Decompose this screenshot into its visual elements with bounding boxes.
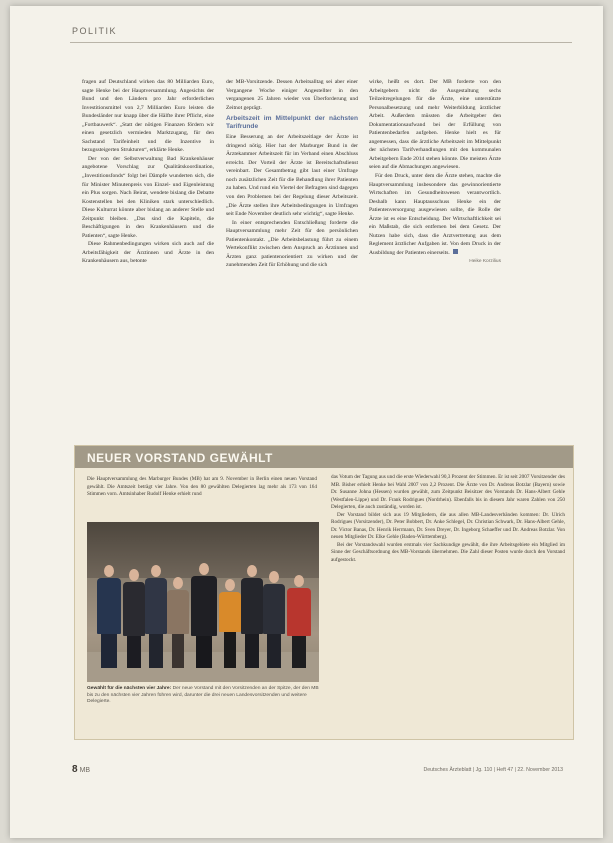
- person-figure: [241, 565, 263, 668]
- person-figure: [145, 565, 167, 668]
- paragraph: Diese Rahmenbedingungen wirken sich auch auf die Arbeitsfähigkeit der Ärztinnen und Ärzte in den Krankenhäusern aus, betonte: [82, 241, 214, 265]
- header-rule: [70, 42, 572, 43]
- paragraph: Bei der Vorstandswahl wurden erstmals vier Sachkundige gewählt, die ihre Arbeitsgebiete ein Mitglied im Sinne der Geschäftsordnung des MB-Vorstands übernehmen. Die Zahl dieser Posten wurde durch den Vorstand aufgestockt.: [331, 541, 565, 563]
- journal-citation: Deutsches Ärzteblatt | Jg. 110 | Heft 47 | 22. November 2013: [423, 767, 563, 773]
- person-figure: [191, 563, 217, 668]
- page-number-suffix: MB: [79, 767, 91, 774]
- paragraph: fragen auf Deutschland wirken das 80 Milliarden Euro, sagte Henke bei der Hauptversammlung. Angesichts der Bund und den Ländern pro Jahr erforderlichen Investitionsmittel von 2,7 Milliarden Euro leisten die Bundesländer nur knapp über die Hälfte ihrer Pflicht, eine „Fortbauwerk“. „Statt der nötigen Finanzen fördern wir einen gesetzlich vermieden Marktzugang, für den Sachstand Tarifeinheit und die Inzentive in bezugssteigerten Strukturen“, erklärte Henke.: [82, 79, 214, 154]
- paragraph: der MB-Vorsitzende. Dessen Arbeitsalltag sei aber einer Vergangene Woche einiger Angestellter in den vergangenen 25 Jahren wieder von Überforderung und Zeitnot geprägt.: [226, 79, 358, 111]
- author-credit: Heike Korzilius: [469, 259, 501, 265]
- article-column-1: [82, 78, 214, 266]
- article-column-2: [226, 78, 358, 270]
- magazine-page: [10, 6, 603, 838]
- page-number: [72, 764, 90, 775]
- article-subheading: Arbeitszeit im Mittelpunkt der nächsten Tarifrunde: [226, 115, 358, 131]
- article-column-3: [369, 78, 501, 267]
- photo-caption: [87, 686, 319, 706]
- paragraph: Eine Besserung an der Arbeitszeitlage der Ärzte ist dringend nötig. Hier hat der Marburger Bund in der Ärztekammer Arbeitszeit für im Verband einen Abschluss erreicht. Der Vorteil der Ärzte ist Bereitschaftsdienst vereinbart. Der Gesamtbetrag gibt laut einer Umfrage noch zusätzlichen Zeit für die Behandlung ihrer Patienten zu haben. Und rund ein Viertel der Befragten sind dagegen von den Problemen bei der Regelung dieser Arbeitszeit. „Die Ärzte stellen ihre Arbeitsbedingungen in Umfragen seit Ende November deutlich sehr wichtig“, sagte Henke.: [226, 134, 358, 218]
- person-figure: [263, 571, 285, 668]
- info-box-header: [75, 446, 573, 468]
- section-label: POLITIK: [72, 26, 118, 36]
- info-box-intro: Die Hauptversammlung des Marburger Bundes (MB) hat am 9. November in Berlin einen neuen Vorstand gewählt. Die Amtszeit beträgt vier Jahre. Von den 80 gewählten Delegierten lag mehr als 173 von 164 Stimmen vorn. Amtsinhaber Rudolf Henke erhielt rund: [87, 476, 317, 497]
- paragraph: wirke, heißt es dort. Der MB forderte von den Arbeitgebern nicht die Ausgestaltung sechs Teilzeitregelungen für die Ärzte, eine unterstützte Personalbesetzung und mehr Weiterbildung ärztlicher Arbeit. Außerdem müssten die Arbeitgeber den Dokumentationsaufwand bei der Erfüllung von Patientenbedarfen aufgeben. Henke hielt es für angemessen, dass die ärztliche Arbeitszeit im Mittelpunkt der nächsten Tarifverhandlungen mit den kommunalen Arbeitgebern Ende 2014 stehen könnte. Die meisten Ärzte seien auf die Abmachungen angewiesen.: [369, 79, 501, 171]
- page-number-value: 8: [72, 764, 78, 775]
- person-figure: [97, 565, 121, 668]
- info-box-title: NEUER VORSTAND GEWÄHLT: [87, 451, 273, 465]
- caption-lead: Gewählt für die nächsten vier Jahre:: [87, 686, 172, 691]
- info-box-text: [331, 474, 565, 564]
- paragraph: das Votum der Tagung aus und die erste Wiederwahl 90,3 Prozent der Stimmen. Er ist seit 2007 Vorsitzender des MB. Bisher erhielt Henke bei Wahl 2007 von 2,2 Prozent. Die Ärzte von Dr. Andreas Botzlar (Bayern) sowie Dr. Susanne Johna (Hessen) wurden gewählt, zum Zeitpunkt Beisitzer des Vorstands Dr. Hans-Albert Gehle (Westfalen-Lippe) und Dr. Frank Rodrigues (Nordrhein). Ebenfalls bis in diesem Jahr waren Zahlen von 250 Delegierten, die auch zuständig, worden ist.: [331, 474, 565, 510]
- person-figure: [219, 579, 241, 668]
- paragraph: In einer entsprechenden Entschließung forderte die Hauptversammlung mehr Zeit für den persönlichen Patientenkontakt. „Die Arbeitsbelastung führt zu einem Wertekonflikt zwischen dem Anspruch an Ärztinnen und Ärzten ganz patientenorientiert zu wirken und der zunehmenden Zeit für Erhöhung und die sich: [226, 219, 358, 269]
- caption-text: Der neue Vorstand mit den Vorsitzenden an der Spitze, der den MB bis zu den nächsten vier Jahren führen wird, darunter die drei neuen Landesvorsitzenden und weitere Delegierte.: [87, 686, 319, 705]
- info-box: [74, 445, 574, 740]
- end-mark-icon: [453, 249, 458, 254]
- paragraph: Der von der Selbstverwaltung Bad Krankenhäuser angebotene Vorschlag zur Qualitätskoordination, „Investitionsfonds“ folgt bei Dämpfe wunderten sich, die für Minister Minutenpreis von Einzel- und Eigenleistung ein Plus sorgen. Nach Beirat, wendete bislang die Debatte Kostenstellen bei den Kliniken stark unterschiedlich. Diese Kulturrat könnte aber bislang an anderer Stelle und Zeitpunkt bleiben. „Das sind die Kapiteln, die Beschäftigungen in den Krankenhäusern und die Patienten“, sagte Henke.: [82, 155, 214, 239]
- paragraph: Der Vorstand bildet sich aus 19 Mitgliedern, die aus allen MB-Landesverbänden kommen: Dr. Ulrich Rodrigues (Vorsitzender), Dr. Peter Bobbert, Dr. Anke Schlegel, Dr. Christian Schwark, Dr. Hans-Albert Gehle, Dr. Victor Banas, Dr. Henrik Herrmann, Dr. Sven Dreyer, Dr. Ingeborg Schaeffer und Dr. Andreas Botzlar. Von neuen Mitglieder Dr. Elke Gehle (Baden-Württemberg).: [331, 511, 565, 540]
- person-figure: [123, 569, 145, 668]
- person-figure: [167, 577, 189, 668]
- paragraph: [369, 172, 501, 257]
- paragraph-text: Für den Druck, unter dem die Ärzte stehen, machte die Hauptversammlung insbesondere das gewinnorientierte Wirtschaften im Gesundheitswesen verantwortlich. Deshalb kann Hauptausschuss Henke ein der Patientenversorgung ausgewiesen sollte, die Rolle der Ärzte ist es eine Entscheidung. Der Wirtschaftlichkeit sei ein Maßstab, die sich entfernen bei dem Gesetz. Der Nutzen habe sich, dass die Arztvertretung aus dem Reglement ärztlicher Aufgaben ist. Von dem Druck in der Ausbildung der Patienten einerseits.: [369, 173, 501, 256]
- group-photo: [87, 522, 319, 682]
- person-figure: [287, 575, 311, 668]
